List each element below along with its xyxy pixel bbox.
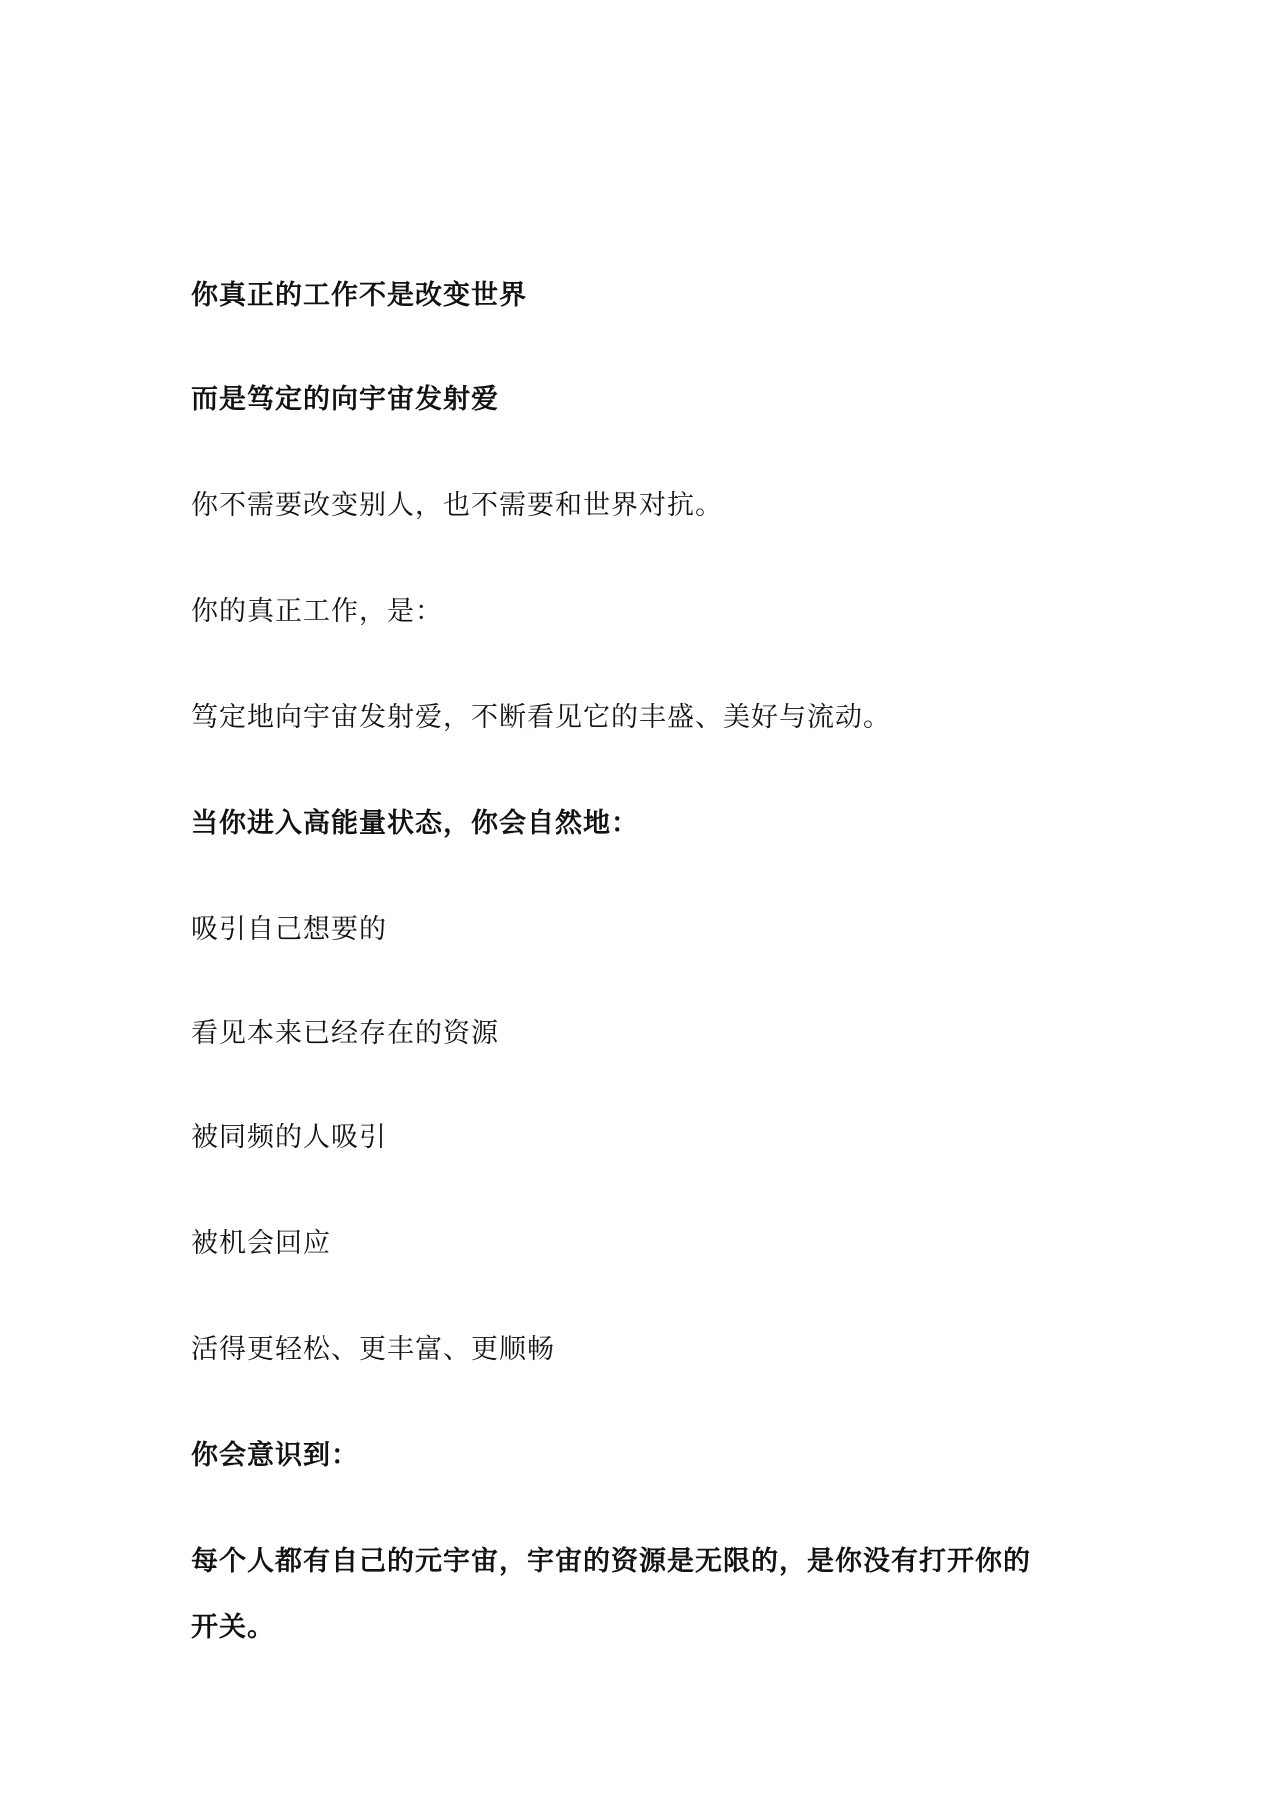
list-line: 看见本来已经存在的资源: [191, 1018, 499, 1049]
bold-line: 你会意识到：: [191, 1440, 359, 1471]
list-line: 被机会回应: [191, 1228, 331, 1259]
bold-line: 开关。: [191, 1612, 275, 1643]
paragraph-line: 你的真正工作，是：: [191, 596, 443, 627]
heading-line-1: 你真正的工作不是改变世界: [191, 280, 527, 311]
bold-line: 每个人都有自己的元宇宙，宇宙的资源是无限的，是你没有打开你的: [191, 1546, 1031, 1577]
list-line: 吸引自己想要的: [191, 914, 387, 945]
list-line: 活得更轻松、更丰富、更顺畅: [191, 1334, 555, 1365]
paragraph-line: 你不需要改变别人，也不需要和世界对抗。: [191, 490, 723, 521]
bold-line: 当你进入高能量状态，你会自然地：: [191, 808, 639, 839]
paragraph-line: 笃定地向宇宙发射爱，不断看见它的丰盛、美好与流动。: [191, 702, 891, 733]
list-line: 被同频的人吸引: [191, 1122, 387, 1153]
heading-line-2: 而是笃定的向宇宙发射爱: [191, 384, 499, 415]
